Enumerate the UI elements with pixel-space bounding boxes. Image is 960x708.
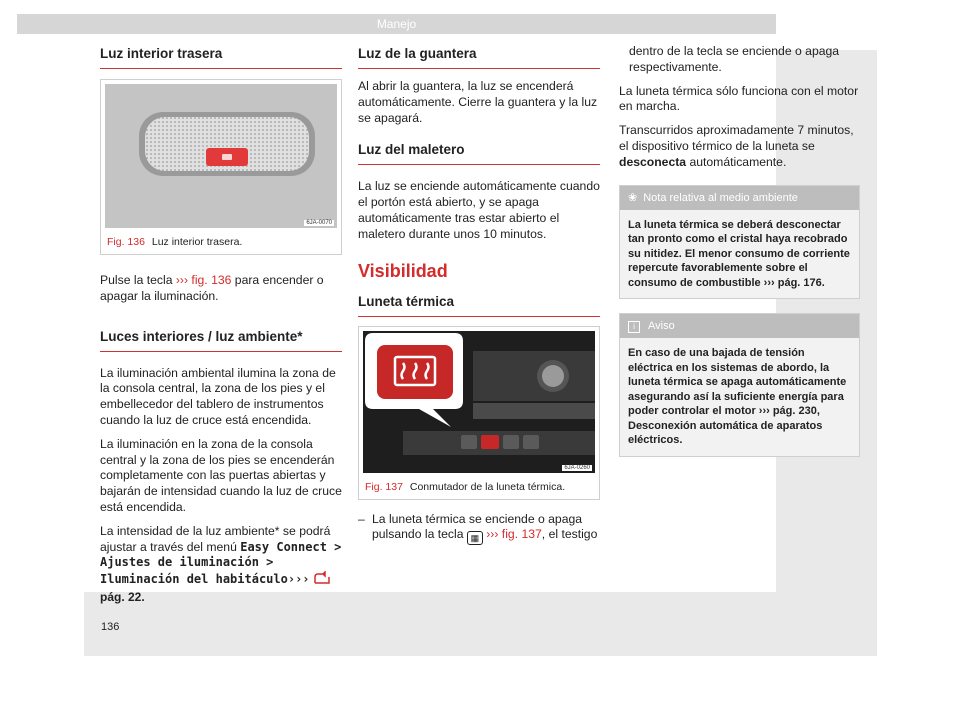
- page-number: 136: [101, 621, 120, 633]
- figure-136-code: 6JA-0070: [306, 220, 332, 226]
- heading-luz-interior-trasera: Luz interior trasera: [100, 46, 342, 69]
- environment-flower-icon: ❀: [628, 191, 638, 204]
- bullet-dash: –: [358, 511, 365, 526]
- note-medio-ambiente-body: La luneta térmica se deberá desconectar tan pronto como el cristal haya recobrado su nitidez. El menor consumo de corriente repercute favorablemente sobre el consumo de combustible ››› pág. 176.: [628, 218, 850, 289]
- paragraph-consola-central: La iluminación en la zona de la consola central y la zona de los pies se encenderán completamente con las puertas abiertas y bajarán de intensidad cuando la luz de cruce está encendida.: [100, 436, 342, 514]
- figure-136: [100, 79, 342, 255]
- column-middle: [358, 34, 600, 553]
- paragraph-intensidad: [100, 524, 342, 606]
- menu-path: Easy Connect > Ajustes de iluminación > Iluminación del habitáculo: [100, 539, 342, 587]
- figure-137-caption: [359, 477, 599, 499]
- note-aviso-body: En caso de una bajada de tensión eléctrica en los sistemas de abordo, la luneta térmica se apaga automáticamente asegurando así la suficiente energía para poder controlar el motor ››› pág. 230, Desconexión automática de aparatos eléctricos.: [628, 347, 847, 447]
- paragraph-motor: La luneta térmica sólo funciona con el motor en marcha.: [619, 83, 859, 114]
- info-square-icon: i: [628, 321, 640, 333]
- link-fig-136[interactable]: ››› fig. 136: [175, 273, 232, 287]
- column-left: [100, 34, 342, 614]
- paragraph-transcurridos: [619, 123, 860, 170]
- heading-luz-guantera: Luz de la guantera: [358, 46, 600, 69]
- heading-luneta-termica: Luneta térmica: [358, 294, 600, 317]
- text: , el testigo: [541, 527, 598, 542]
- figure-136-label: Fig. 136: [107, 236, 145, 248]
- section-visibilidad: Visibilidad: [358, 260, 448, 281]
- page-header: Manejo: [17, 14, 776, 34]
- paragraph-maletero: La luz se enciende automáticamente cuando el portón está abierto, y se apaga automáticamente tras estar abierto el maletero durante unos 10 minutos.: [358, 179, 600, 241]
- bullet-luneta: [358, 512, 600, 546]
- rear-window-switch-illustration: [363, 331, 595, 473]
- text: La intensidad de la luz ambiente* se podrá ajustar a través del menú: [100, 523, 331, 554]
- paragraph-pulse-tecla: [100, 273, 342, 305]
- heading-luces-interiores: Luces interiores / luz ambiente*: [100, 329, 342, 352]
- figure-136-text: Luz interior trasera.: [151, 236, 243, 248]
- text: La luneta térmica se enciende o apaga pulsando la tecla: [372, 511, 583, 542]
- link-fig-137[interactable]: ››› fig. 137: [486, 527, 542, 542]
- note-aviso: [619, 313, 860, 457]
- column-right: [619, 34, 860, 457]
- figure-137-code: 6JA-0260: [564, 464, 590, 471]
- figure-137: [358, 326, 600, 500]
- figure-137-image: [363, 331, 595, 473]
- link-pag-22[interactable]: pág. 22.: [100, 589, 145, 604]
- paragraph-testigo: dentro de la tecla se enciende o apaga respectivamente.: [629, 44, 840, 74]
- paragraph-iluminacion-ambiental: La iluminación ambiental ilumina la zona de la consola central, la zona de los pies y el embellecedor del tablero de instrumentos cuando la luz de cruce está encendida.: [100, 365, 336, 427]
- text: automáticamente.: [686, 154, 787, 169]
- link-arrows[interactable]: ›››: [287, 572, 310, 587]
- note-aviso-header: [620, 314, 859, 338]
- figure-136-caption: [101, 232, 341, 254]
- note-medio-ambiente: [619, 185, 860, 300]
- info-icon: [313, 571, 331, 590]
- figure-137-text: Conmutador de la luneta térmica.: [409, 480, 566, 493]
- text: para encender o apagar la iluminación.: [100, 273, 324, 303]
- note-medio-ambiente-header: [620, 186, 859, 210]
- paragraph-guantera: Al abrir la guantera, la luz se encenderá automáticamente. Cierre la guantera y la luz se apagará.: [358, 79, 598, 125]
- figure-136-image: [105, 84, 337, 228]
- heading-luz-maletero: Luz del maletero: [358, 142, 600, 165]
- text: Pulse la tecla: [100, 273, 176, 287]
- note-aviso-title: Aviso: [648, 320, 675, 333]
- text-bold: desconecta: [619, 154, 687, 169]
- note-medio-ambiente-title: Nota relativa al medio ambiente: [643, 191, 798, 204]
- rear-interior-light-illustration: [105, 84, 337, 228]
- rear-window-key-icon: ▦: [467, 531, 483, 545]
- figure-137-label: Fig. 137: [365, 480, 403, 493]
- text: Transcurridos aproximadamente 7 minutos, el dispositivo térmico de la luneta se: [619, 123, 854, 153]
